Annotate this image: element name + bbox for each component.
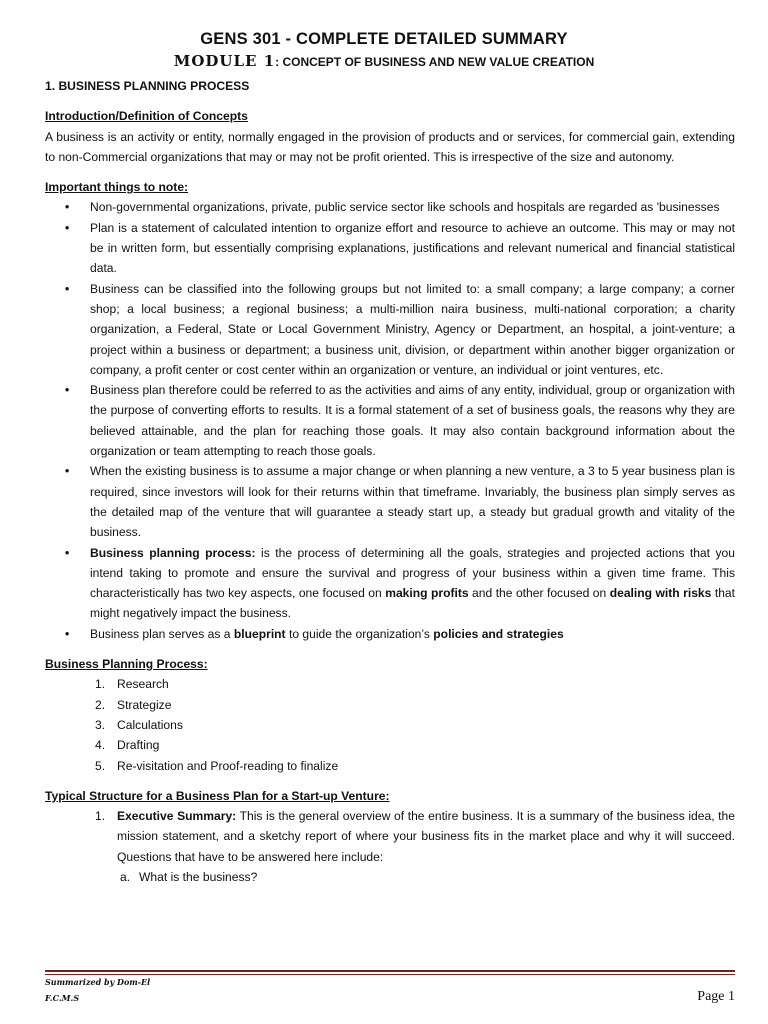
step-number: 5. (95, 758, 106, 773)
bold-term: making profits (385, 586, 469, 601)
text-run: to guide the organization’s (285, 626, 434, 641)
step-text: Calculations (117, 717, 183, 732)
list-item: • When the existing business is to assume a major change or when planning a new venture, a 3 to 5 year business plan is required, since investors will look for their returns within that timeframe. Invariably, the business plan simply serves as the detailed map of the venture that will guarantee a steady start up, a steady but gradual growth and vitality of the business. (45, 461, 735, 542)
item-number: 1. (95, 809, 106, 824)
bold-term: Business planning process: (90, 545, 256, 560)
footer-divider-thin (45, 974, 735, 975)
list-item (45, 735, 735, 755)
step-number: 4. (95, 738, 106, 753)
section-heading: 1. BUSINESS PLANNING PROCESS (45, 79, 250, 93)
step-number: 3. (95, 717, 106, 732)
structure-heading: Typical Structure for a Business Plan for a Start-up Venture: (45, 788, 390, 803)
step-text: Research (117, 677, 169, 692)
footer-author: Summarized by Dom-El (45, 977, 151, 987)
list-item: • Business can be classified into the following groups but not limited to: a small company; a large company; a corner shop; a local business; a regional business; a multi-million naira business, multi-national corporation; a charity organization, a Federal, State or Local Government Ministry, Agency or Department, an hospital, a joint-venture; a project within a business or department; a business unit, division, or department within another bigger organization or company, a profit center or cost center within an organization or venture, an individual or joint ventures, etc. (45, 279, 735, 380)
list-item: • Plan is a statement of calculated intention to organize effort and resource to achieve an outcome. This may or may not be in written form, but essentially comprising explanations, justifications and relevant numerical and financial statistical data. (45, 218, 735, 279)
list-item (45, 695, 735, 715)
bold-term: dealing with risks (609, 586, 712, 601)
structure-list (45, 806, 735, 867)
list-item: • Non-governmental organizations, private, public service sector like schools and hospitals are regarded as 'businesses (45, 197, 735, 217)
text-run: and the other focused on (468, 586, 610, 601)
step-number: 2. (95, 697, 106, 712)
text-run: is the process of determining all the goals, strategies and projected actions that you intend taking to promote and ensure the survival and progress of your business within a given time frame. This characteristically has two key aspects, one focused on (90, 545, 735, 601)
step-text: Strategize (117, 697, 172, 712)
list-item: • Business plan therefore could be referred to as the activities and aims of any entity, individual, group or organization with the purpose of converting efforts to results. It is a formal statement of a set of business goals, the reasons why they are believed attainable, and the plan for reaching those goals. It may also contain background information about the organization or team attempting to reach those goals. (45, 380, 735, 461)
module-subtitle (0, 52, 768, 70)
list-item (45, 543, 735, 624)
list-item (45, 867, 735, 887)
step-number: 1. (95, 677, 106, 692)
list-item (45, 806, 735, 867)
notes-list (45, 197, 735, 644)
list-item (45, 674, 735, 694)
process-steps-list (45, 674, 735, 775)
sub-item-text: What is the business? (139, 869, 258, 884)
module-label: MODULE 1 (173, 52, 276, 70)
intro-heading: Introduction/Definition of Concepts (45, 109, 248, 124)
process-heading: Business Planning Process: (45, 657, 208, 672)
step-text: Drafting (117, 738, 160, 753)
document-body (45, 76, 735, 887)
text-run: This is the general overview of the entire business. It is a summary of the business idea, the mission statement, and a sketchy report of where your business fits in the market place and why it will succeed. Questions that have to be answered here include: (117, 809, 735, 864)
list-item (45, 756, 735, 776)
sub-item-letter: a. (120, 869, 131, 884)
footer-org: F.C.M.S (45, 993, 80, 1003)
notes-heading: Important things to note: (45, 180, 189, 195)
bold-term: blueprint (233, 626, 286, 641)
text-run: that might negatively impact the business. (90, 586, 735, 621)
text-run: Business plan serves as a (90, 626, 234, 641)
list-item (45, 715, 735, 735)
step-text: Re-visitation and Proof-reading to finalize (117, 758, 339, 773)
footer-divider (45, 970, 735, 972)
module-title: : CONCEPT OF BUSINESS AND NEW VALUE CREATION (275, 55, 595, 69)
bold-term: policies and strategies (433, 626, 564, 641)
bold-term: Executive Summary: (117, 809, 237, 824)
intro-paragraph: A business is an activity or entity, normally engaged in the provision of products and or services, for commercial gain, extending to non-Commercial organizations that may or may not be profit oriented. This is irrespective of the size and autonomy. (45, 129, 735, 164)
document-title: GENS 301 - COMPLETE DETAILED SUMMARY (200, 30, 568, 48)
list-item (45, 624, 735, 644)
page-number: Page 1 (697, 989, 735, 1004)
